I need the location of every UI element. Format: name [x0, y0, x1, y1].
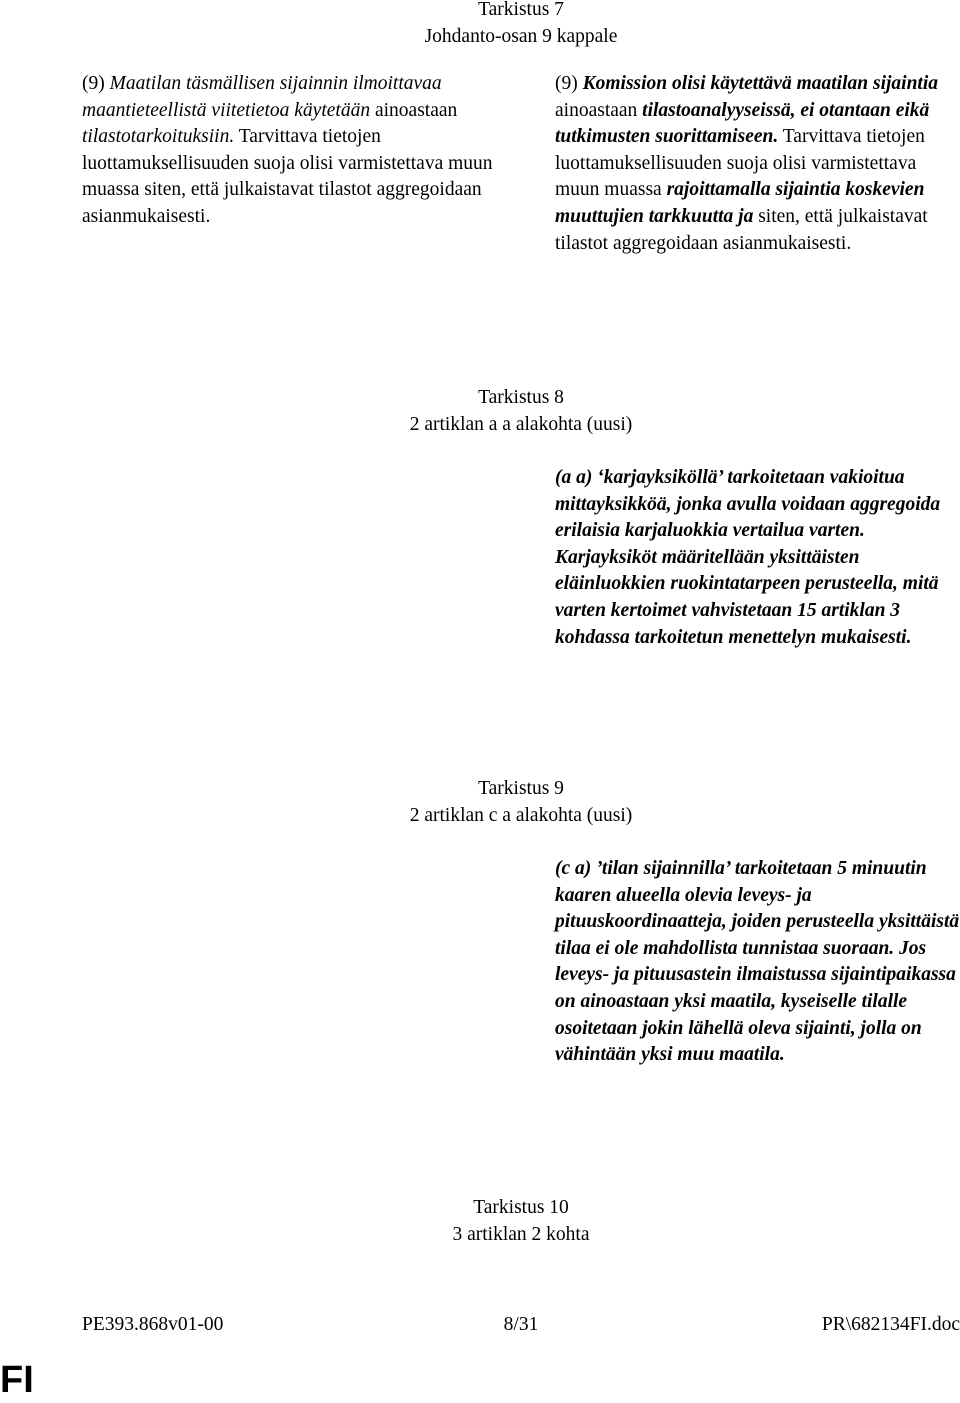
amendment-7-right-paragraph [555, 71, 960, 257]
language-code: FI [0, 1359, 34, 1401]
amendment-9-subtitle: 2 artiklan c a alakohta (uusi) [409, 804, 633, 826]
amendment-7-heading [0, 0, 960, 50]
amendment-7-subtitle: Johdanto-osan 9 kappale [424, 25, 618, 47]
amendment-9-title: Tarkistus 9 [478, 778, 564, 799]
amendment-7-right-segment-3: tilastoanalyyseissä, ei otantaan eikä tutkimusten suorittamiseen. [555, 99, 930, 148]
amendment-8-parliament-text [555, 465, 960, 651]
amendment-8-heading [0, 385, 960, 438]
amendment-10-heading [0, 1195, 960, 1248]
amendment-7-left-segment-4: Tarvittava tietojen luottamuksellisuuden suoja olisi varmistettava muun muassa siten, että julkaistavat tilastot aggregoidaan asianmukaisesti. [82, 126, 493, 227]
amendment-8-right-paragraph: (a a) ‘karjayksiköllä’ tarkoitetaan vakioitua mittayksikköä, jonka avulla voidaan aggregoida erilaisia karjaluokkia vertailua varten. Karjayksiköt määritellään yksittäisten eläinluokkien ruokintatarpeen perusteella, mitä varten kertoimet vahvistetaan 15 artiklan 3 kohdassa tarkoitetun menettelyn mukaisesti. [555, 467, 941, 648]
amendment-9-right-paragraph: (c a) ’tilan sijainnilla’ tarkoitetaan 5 minuutin kaaren alueella olevia leveys- ja pituuskoordinaatteja, joiden perusteella yksittäistä tilaa ei ole mahdollista tunnistaa suoraan. Jos leveys- ja pituusastein ilmaistussa sijaintipaikassa on ainoastaan yksi maatila, kyseiselle tilalle osoitetaan jokin lähellä oleva sijainti, jolla on vähintään yksi muu maatila. [555, 858, 960, 1066]
footer-document-reference: PE393.868v01-00 [82, 1314, 224, 1335]
amendment-9-heading [0, 776, 960, 829]
amendment-7-right-segment-2: ainoastaan [555, 99, 643, 121]
amendment-7-left-segment-1: Maatilan täsmällisen sijainnin ilmoittavaa maantieteellistä viitetietoa käytetään [82, 73, 442, 121]
amendment-7-right-segment-4: Tarvittava tietojen luottamuksellisuuden suoja olisi varmistettava muun muassa [555, 126, 925, 201]
amendment-10-subtitle: 3 artiklan 2 kohta [452, 1223, 590, 1245]
amendment-8-subtitle: 2 artiklan a a alakohta (uusi) [409, 413, 633, 435]
amendment-7-left-segment-2: ainoastaan [370, 99, 458, 121]
amendment-7-left-segment-0: (9) [82, 73, 110, 94]
amendment-7-right-segment-5: rajoittamalla sijaintia koskevien muuttujien tarkkuutta ja [555, 179, 925, 227]
amendment-7-right-segment-6: siten, että julkaistavat tilastot aggregoidaan asianmukaisesti. [555, 205, 928, 254]
amendment-7-left-segment-3: tilastotarkoituksiin. [82, 126, 235, 148]
amendment-7-parliament-text [555, 71, 960, 257]
amendment-8-title: Tarkistus 8 [478, 387, 564, 408]
footer-file-name: PR\682134FI.doc [821, 1314, 960, 1335]
amendment-7-right-segment-1: Komission olisi käytettävä maatilan sijaintia [582, 73, 939, 94]
amendment-7-title: Tarkistus 7 [478, 0, 564, 20]
amendment-7-right-segment-0: (9) [555, 73, 583, 94]
amendment-9-parliament-text [555, 856, 960, 1069]
footer-page-number: 8/31 [503, 1314, 539, 1335]
amendment-7-left-paragraph [82, 71, 502, 231]
amendment-7-commission-text [82, 71, 502, 231]
amendment-10-title: Tarkistus 10 [473, 1197, 569, 1218]
